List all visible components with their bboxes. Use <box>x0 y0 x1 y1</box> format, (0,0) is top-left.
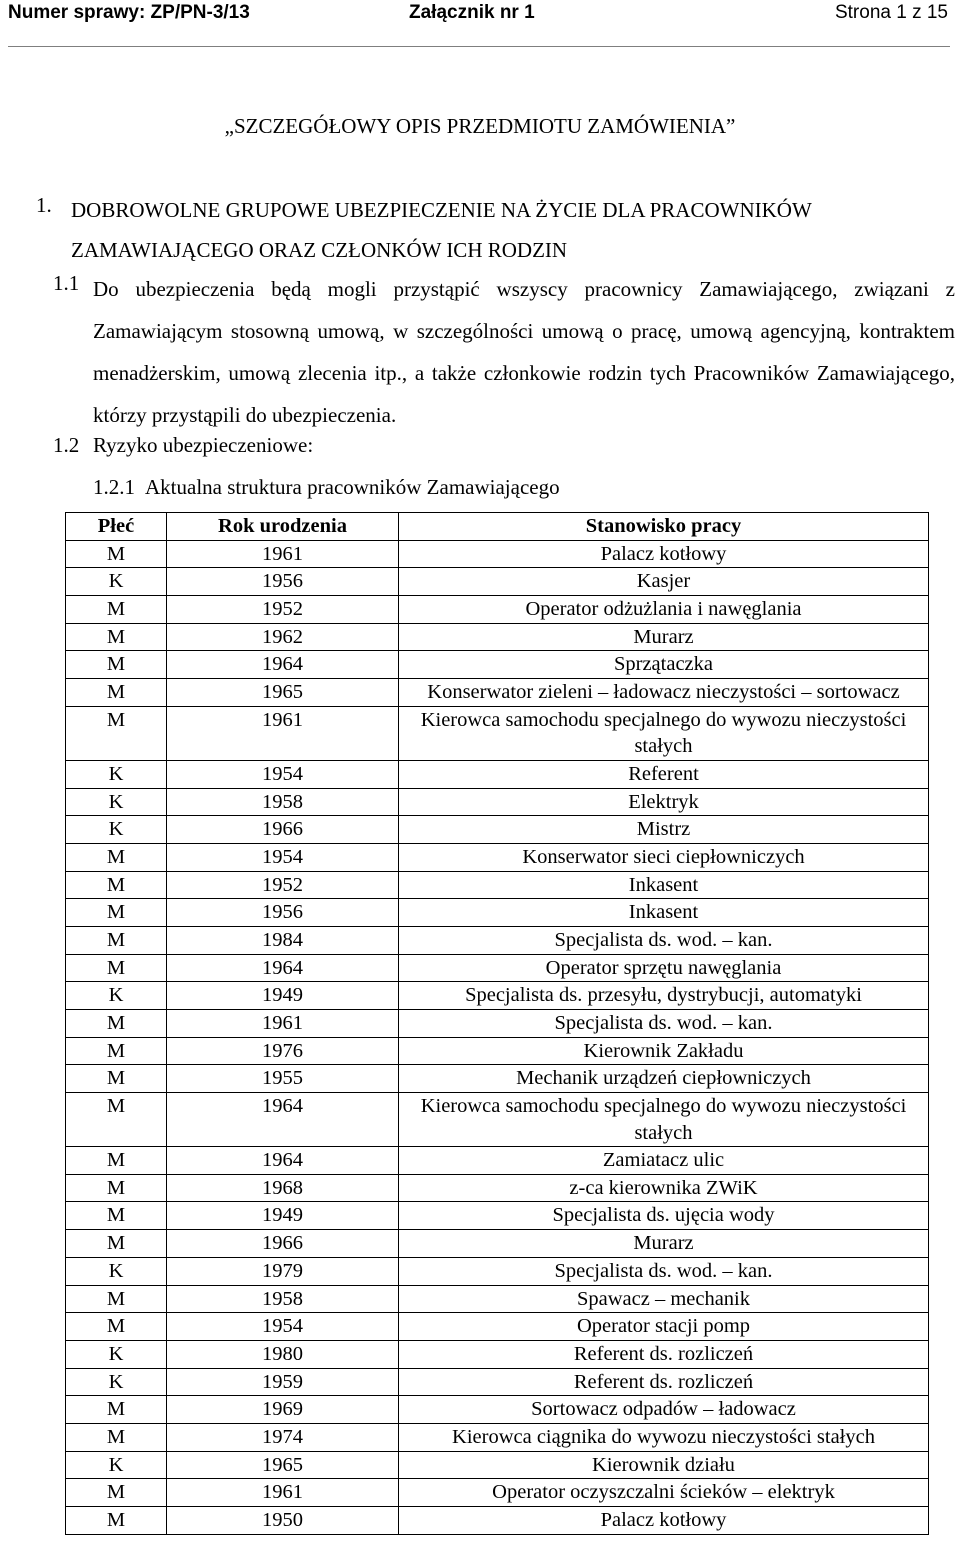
birth-year-cell: 1952 <box>167 596 399 624</box>
birth-year-cell: 1961 <box>167 540 399 568</box>
position-cell: Operator stacji pomp <box>399 1313 929 1341</box>
position-cell: z-ca kierownika ZWiK <box>399 1174 929 1202</box>
table-row <box>66 596 929 624</box>
position-cell: Specjalista ds. wod. – kan. <box>399 926 929 954</box>
paragraph-1-2-text: Ryzyko ubezpieczeniowe: <box>93 433 314 457</box>
gender-cell: M <box>66 679 167 707</box>
gender-cell: M <box>66 623 167 651</box>
birth-year-cell: 1949 <box>167 982 399 1010</box>
gender-cell: M <box>66 899 167 927</box>
table-row <box>66 1285 929 1313</box>
table-row <box>66 871 929 899</box>
gender-cell: K <box>66 760 167 788</box>
gender-cell: K <box>66 816 167 844</box>
position-cell: Mistrz <box>399 816 929 844</box>
paragraph-1-1-text: Do ubezpieczenia będą mogli przystąpić wszyscy pracownicy Zamawiającego, związani z Zamawiającym stosowną umową, w szczególności umową o pracę, umową agencyjną, kontraktem menadżerskim, umową zlecenia itp., a także członkowie rodzin tych Pracowników Zamawiającego, którzy przystąpili do ubezpieczenia. <box>93 277 955 427</box>
birth-year-cell: 1966 <box>167 816 399 844</box>
position-cell: Specjalista ds. wod. – kan. <box>399 1010 929 1038</box>
gender-cell: M <box>66 1147 167 1175</box>
birth-year-cell: 1964 <box>167 1147 399 1175</box>
position-cell: Kasjer <box>399 568 929 596</box>
birth-year-cell: 1958 <box>167 788 399 816</box>
header-position: Stanowisko pracy <box>399 513 929 541</box>
table-row <box>66 623 929 651</box>
section-title: DOBROWOLNE GRUPOWE UBEZPIECZENIE NA ŻYCIE DLA PRACOWNIKÓW ZAMAWIAJĄCEGO ORAZ CZŁONKÓW ICH RODZIN <box>71 198 812 262</box>
table-row <box>66 1368 929 1396</box>
birth-year-cell: 1965 <box>167 679 399 707</box>
case-number: Numer sprawy: ZP/PN-3/13 <box>8 2 250 23</box>
table-row <box>66 1174 929 1202</box>
birth-year-cell: 1984 <box>167 926 399 954</box>
position-cell: Kierowca ciągnika do wywozu nieczystości stałych <box>399 1423 929 1451</box>
gender-cell: M <box>66 1230 167 1258</box>
gender-cell: M <box>66 1065 167 1093</box>
table-body <box>66 540 929 1534</box>
table-row <box>66 1202 929 1230</box>
table-row <box>66 1340 929 1368</box>
header-birth-year: Rok urodzenia <box>167 513 399 541</box>
table-row <box>66 982 929 1010</box>
birth-year-cell: 1964 <box>167 1093 399 1147</box>
birth-year-cell: 1958 <box>167 1285 399 1313</box>
birth-year-cell: 1976 <box>167 1037 399 1065</box>
gender-cell: M <box>66 651 167 679</box>
gender-cell: M <box>66 926 167 954</box>
gender-cell: M <box>66 1174 167 1202</box>
table-row <box>66 1396 929 1424</box>
gender-cell: M <box>66 1396 167 1424</box>
birth-year-cell: 1956 <box>167 568 399 596</box>
gender-cell: M <box>66 1285 167 1313</box>
gender-cell: M <box>66 1423 167 1451</box>
document-title: „SZCZEGÓŁOWY OPIS PRZEDMIOTU ZAMÓWIENIA” <box>224 114 736 138</box>
table-row <box>66 954 929 982</box>
gender-cell: M <box>66 1010 167 1038</box>
birth-year-cell: 1961 <box>167 1010 399 1038</box>
gender-cell: M <box>66 596 167 624</box>
birth-year-cell: 1954 <box>167 1313 399 1341</box>
position-cell: Kierowca samochodu specjalnego do wywozu nieczystości stałych <box>399 706 929 760</box>
birth-year-cell: 1950 <box>167 1507 399 1535</box>
birth-year-cell: 1965 <box>167 1451 399 1479</box>
birth-year-cell: 1968 <box>167 1174 399 1202</box>
gender-cell: M <box>66 706 167 760</box>
gender-cell: M <box>66 1313 167 1341</box>
birth-year-cell: 1956 <box>167 899 399 927</box>
page-header <box>8 0 950 47</box>
paragraph-1-1-number: 1.1 <box>53 271 80 295</box>
table-row <box>66 899 929 927</box>
position-cell: Inkasent <box>399 899 929 927</box>
position-cell: Operator sprzętu nawęglania <box>399 954 929 982</box>
position-cell: Sprzątaczka <box>399 651 929 679</box>
gender-cell: M <box>66 1037 167 1065</box>
position-cell: Operator odżużlania i nawęglania <box>399 596 929 624</box>
position-cell: Elektryk <box>399 788 929 816</box>
birth-year-cell: 1954 <box>167 760 399 788</box>
table-header-row <box>66 513 929 541</box>
table-row <box>66 1423 929 1451</box>
birth-year-cell: 1954 <box>167 843 399 871</box>
table-row <box>66 1065 929 1093</box>
gender-cell: K <box>66 1257 167 1285</box>
table-row <box>66 651 929 679</box>
table-row <box>66 1479 929 1507</box>
position-cell: Referent <box>399 760 929 788</box>
birth-year-cell: 1955 <box>167 1065 399 1093</box>
position-cell: Sortowacz odpadów – ładowacz <box>399 1396 929 1424</box>
table-row <box>66 760 929 788</box>
header-gender: Płeć <box>66 513 167 541</box>
position-cell: Murarz <box>399 1230 929 1258</box>
table-row <box>66 1313 929 1341</box>
birth-year-cell: 1961 <box>167 1479 399 1507</box>
table-row <box>66 1507 929 1535</box>
table-row <box>66 1093 929 1147</box>
paragraph-1-2-number: 1.2 <box>53 433 80 457</box>
birth-year-cell: 1961 <box>167 706 399 760</box>
gender-cell: K <box>66 1368 167 1396</box>
position-cell: Spawacz – mechanik <box>399 1285 929 1313</box>
gender-cell: M <box>66 843 167 871</box>
table-row <box>66 1037 929 1065</box>
gender-cell: M <box>66 954 167 982</box>
gender-cell: K <box>66 568 167 596</box>
gender-cell: K <box>66 1451 167 1479</box>
position-cell: Referent ds. rozliczeń <box>399 1368 929 1396</box>
paragraph-1-2-1-text: Aktualna struktura pracowników Zamawiającego <box>145 475 560 499</box>
table-row <box>66 788 929 816</box>
position-cell: Zamiatacz ulic <box>399 1147 929 1175</box>
table-row <box>66 1147 929 1175</box>
position-cell: Konserwator sieci ciepłowniczych <box>399 843 929 871</box>
gender-cell: M <box>66 1507 167 1535</box>
position-cell: Kierowca samochodu specjalnego do wywozu nieczystości stałych <box>399 1093 929 1147</box>
birth-year-cell: 1952 <box>167 871 399 899</box>
birth-year-cell: 1979 <box>167 1257 399 1285</box>
position-cell: Mechanik urządzeń ciepłowniczych <box>399 1065 929 1093</box>
position-cell: Specjalista ds. ujęcia wody <box>399 1202 929 1230</box>
page-indicator: Strona 1 z 15 <box>834 2 948 23</box>
gender-cell: K <box>66 1340 167 1368</box>
position-cell: Inkasent <box>399 871 929 899</box>
birth-year-cell: 1949 <box>167 1202 399 1230</box>
paragraph-1-2-1 <box>93 472 560 502</box>
position-cell: Kierownik Zakładu <box>399 1037 929 1065</box>
gender-cell: M <box>66 871 167 899</box>
table-row <box>66 540 929 568</box>
position-cell: Specjalista ds. przesyłu, dystrybucji, automatyki <box>399 982 929 1010</box>
birth-year-cell: 1964 <box>167 651 399 679</box>
position-cell: Konserwator zieleni – ładowacz nieczystości – sortowacz <box>399 679 929 707</box>
birth-year-cell: 1969 <box>167 1396 399 1424</box>
gender-cell: K <box>66 788 167 816</box>
annex-label: Załącznik nr 1 <box>409 2 535 23</box>
table-row <box>66 1451 929 1479</box>
table-row <box>66 926 929 954</box>
position-cell: Kierownik działu <box>399 1451 929 1479</box>
gender-cell: K <box>66 982 167 1010</box>
table-row <box>66 1010 929 1038</box>
position-cell: Operator oczyszczalni ścieków – elektryk <box>399 1479 929 1507</box>
position-cell: Specjalista ds. wod. – kan. <box>399 1257 929 1285</box>
position-cell: Palacz kotłowy <box>399 1507 929 1535</box>
gender-cell: M <box>66 540 167 568</box>
birth-year-cell: 1974 <box>167 1423 399 1451</box>
table-row <box>66 816 929 844</box>
position-cell: Referent ds. rozliczeń <box>399 1340 929 1368</box>
birth-year-cell: 1966 <box>167 1230 399 1258</box>
gender-cell: M <box>66 1479 167 1507</box>
table-row <box>66 568 929 596</box>
table-row <box>66 1257 929 1285</box>
table-row <box>66 706 929 760</box>
position-cell: Palacz kotłowy <box>399 540 929 568</box>
birth-year-cell: 1980 <box>167 1340 399 1368</box>
table-row <box>66 843 929 871</box>
birth-year-cell: 1959 <box>167 1368 399 1396</box>
position-cell: Murarz <box>399 623 929 651</box>
table-row <box>66 1230 929 1258</box>
employee-structure-table <box>65 512 929 1535</box>
section-number: 1. <box>36 193 52 217</box>
paragraph-1-2-1-number: 1.2.1 <box>93 475 135 499</box>
table-row <box>66 679 929 707</box>
birth-year-cell: 1964 <box>167 954 399 982</box>
gender-cell: M <box>66 1093 167 1147</box>
birth-year-cell: 1962 <box>167 623 399 651</box>
gender-cell: M <box>66 1202 167 1230</box>
